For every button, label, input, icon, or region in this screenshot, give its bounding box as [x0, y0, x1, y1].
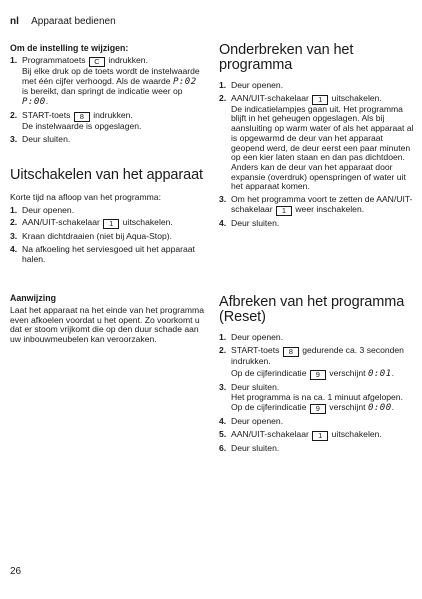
switchoff-intro: Korte tijd na afloop van het programma: — [10, 192, 161, 202]
reset-step-1: 1. Deur openen. — [219, 332, 284, 342]
digit-display-value: P:00 — [22, 97, 46, 108]
note-text: Laat het apparaat na het einde van het programma even afkoelen voordat u het opent. Zo voorkomt u dat er stoom vrijkomt die op den duur schade aan uw inbouwmeubelen kan veroorzaken. — [10, 305, 204, 345]
interrupt-step-4: 4. Deur sluiten. — [219, 217, 280, 228]
settings-step-3: 3. Deur sluiten. — [10, 133, 71, 144]
switchoff-step-3: 3. Kraan dichtdraaien (niet bij Aqua-Stop). — [10, 231, 173, 242]
page-number: 26 — [10, 566, 22, 577]
language-code: nl — [10, 16, 19, 27]
digit-display-value: 0:01 — [367, 369, 392, 380]
power-key-icon: 1 — [312, 95, 328, 105]
switchoff-step-4: 4. Na afkoeling het serviesgoed uit het apparaat halen. — [10, 244, 195, 264]
reset-step-2-detail: Op de cijferindicatie 9 verschijnt 0:01. — [231, 368, 395, 380]
start-key-icon: 8 — [74, 112, 90, 122]
settings-step-2: 2. START-toets 8 indrukken. De instelwaarde is opgeslagen. — [10, 109, 142, 131]
reset-step-3-detail: Het programma is na ca. 1 minuut afgelopen. Op de cijferindicatie 9 verschijnt 0:00. — [231, 392, 403, 413]
interrupt-section — [219, 43, 415, 231]
reset-step-3: 3. Deur sluiten. Het programma is na ca. 1 minuut afgelopen. Op de cijferindicatie 9 verschijnt 0:00. — [219, 383, 415, 413]
digit-display-value: P:02 — [172, 76, 197, 87]
interrupt-step-2: 2. AAN/UIT-schakelaar 1 uitschakelen. De indicatielampjes gaan uit. Het programma blijft in het geheugen opgeslagen. Als bij aansluiting op warm water of als het apparaat al is opgewarmd de deur van het apparaat geopend werd, de deur eerst een paar minuten op een kier laten staan en dan pas dichtdoen. Anders kan de deur van het apparaat door expansie (overdruk) openspringen of water uit het apparaat komen. — [219, 92, 414, 192]
reset-heading: Afbreken van het programma (Reset) — [219, 294, 405, 325]
note-section — [10, 293, 204, 345]
note-heading: Aanwijzing — [10, 293, 56, 303]
power-key-icon: 1 — [312, 431, 328, 441]
page-header — [10, 16, 116, 28]
reset-step-4: 4. Deur openen. — [219, 415, 284, 426]
section-title: Apparaat bedienen — [31, 16, 116, 27]
switchoff-steps — [10, 206, 204, 265]
switchoff-heading: Uitschakelen van het apparaat — [10, 167, 203, 183]
interrupt-step-1: 1. Deur openen. — [219, 80, 284, 90]
reset-steps — [219, 333, 415, 453]
reset-step-2: 2. START-toets 8 gedurende ca. 3 seconden indrukken. Op de cijferindicatie 9 verschijnt 0:01. — [219, 346, 415, 381]
switchoff-section — [10, 168, 204, 268]
switchoff-step-1: 1. Deur openen. — [10, 204, 75, 215]
settings-step-1: 1. Programmatoets C indrukken. Bij elke druk op de toets wordt de instelwaarde met één cijfer verhoogd. Als de waarde P:02 is bereikt, dan springt de indicatie weer op P:00. — [10, 56, 204, 108]
power-key-icon: 1 — [276, 206, 292, 216]
settings-section — [10, 43, 204, 147]
reset-step-5: 5. AAN/UIT-schakelaar 1 uitschakelen. — [219, 428, 382, 440]
program-key-icon: C — [89, 57, 105, 67]
reset-section — [219, 295, 415, 456]
power-key-icon: 1 — [103, 219, 119, 229]
settings-heading: Om de instelling te wijzigen: — [10, 43, 129, 53]
settings-step-1-detail: Bij elke druk op de toets wordt de instelwaarde met één cijfer verhoogd. Als de waarde P:02 is bereikt, dan springt de indicatie weer op P:00. — [22, 66, 200, 108]
start-key-icon: 8 — [283, 347, 299, 357]
interrupt-step-2-detail: De indicatielampjes gaan uit. Het programma blijft in het geheugen opgeslagen. Als bij aansluiting op warm water of als het apparaat al is opgewarmd de deur van het apparaat geopend werd, de deur eerst een paar minuten op een kier laten staan en dan pas dichtdoen. Anders kan de deur van het apparaat door expansie (overdruk) openspringen of water uit het apparaat komen. — [231, 103, 414, 192]
switchoff-step-2: 2. AAN/UIT-schakelaar 1 uitschakelen. — [10, 217, 173, 229]
interrupt-steps — [219, 81, 415, 228]
settings-steps — [10, 56, 204, 144]
interrupt-heading: Onderbreken van het programma — [219, 42, 354, 73]
digit-display-icon: 9 — [310, 404, 326, 414]
digit-display-value: 0:00 — [367, 402, 392, 413]
digit-display-icon: 9 — [310, 370, 326, 380]
interrupt-step-3: 3. Om het programma voort te zetten de AAN/UIT-schakelaar 1 weer inschakelen. — [219, 194, 413, 215]
reset-step-6: 6. Deur sluiten. — [219, 442, 280, 453]
